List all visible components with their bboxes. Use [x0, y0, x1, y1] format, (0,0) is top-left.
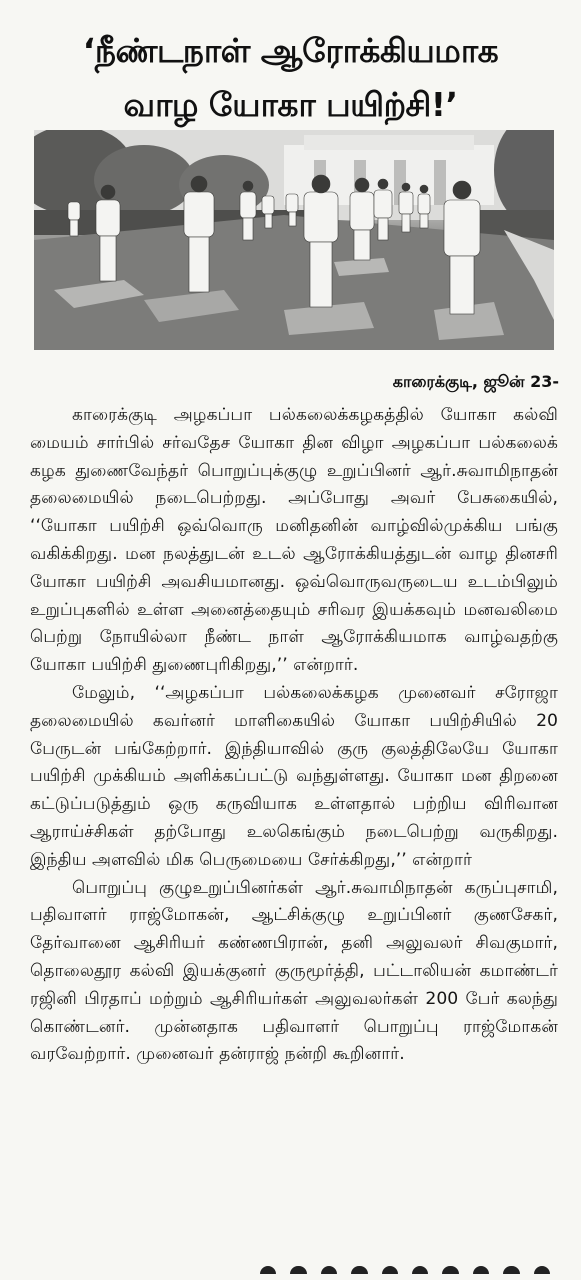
- headline: [14, 24, 567, 132]
- headline-line-2: வாழ யோகா பயிற்சி!’: [123, 85, 458, 124]
- article-paragraph: காரைக்குடி அழகப்பா பல்கலைக்கழகத்தில் யோகா கல்வி மையம் சார்பில் சர்வதேச யோகா தின விழா அழகப்பா பல்கலைக் கழக துணைவேந்தர் பொறுப்புக்குழு உறுப்பினர் ஆர்.சுவாமிநாதன் தலைமையில் நடைபெற்றது. அப்போது அவர் பேசுகையில், ‘‘யோகா பயிற்சி ஒவ்வொரு மனிதனின் வாழ்வில்முக்கிய பங்கு வகிக்கிறது. மன நலத்துடன் உடல் ஆரோக்கியத்துடன் வாழ தினசரி யோகா பயிற்சி அவசியமானது. ஒவ்வொருவருடைய உடம்பிலும் உறுப்புகளில் உள்ள அனைத்தையும் சரிவர இயக்கவும் மனவலிமை பெற்று நோயில்லா நீண்ட நாள் ஆரோக்கியமாக வாழ்வதற்கு யோகா பயிற்சி துணைபுரிகிறது,’’ என்றார்.: [30, 405, 558, 676]
- article-paragraph: பொறுப்பு குழுஉறுப்பினர்கள் ஆர்.சுவாமிநாதன் கருப்புசாமி, பதிவாளர் ராஜ்மோகன், ஆட்சிக்குழு உறுப்பினர் குணசேகர், தேர்வானை ஆசிரியர் கண்ணபிரான், தனி அலுவலர் சிவகுமார், தொலைதூர கல்வி இயக்குனர் குருமூர்த்தி, பட்டாலியன் கமாண்டர் ரஜினி பிரதாப் மற்றும் ஆசிரியர்கள் அலுவலர்கள் 200 பேர் கலந்து கொண்டனர். முன்னதாக பதிவாளர் பொறுப்பு ராஜ்மோகன் வரவேற்றார். முனைவர் தன்ராஜ் நன்றி கூறினார்.: [30, 877, 558, 1065]
- article-paragraph: மேலும், ‘‘அழகப்பா பல்கலைக்கழக முனைவர் சரோஜா தலைமையில் கவர்னர் மாளிகையில் யோகா பயிற்சியில் 20 பேருடன் பங்கேற்றார். இந்தியாவில் குரு குலத்திலேயே யோகா பயிற்சி முக்கியம் அளிக்கப்பட்டு வந்துள்ளது. யோகா மன திறனை கட்டுப்படுத்தும் ஒரு கருவியாக உள்ளதால் பற்றிய விரிவான ஆராய்ச்சிகள் தற்போது உலகெங்கும் நடைபெற்று வருகிறது. இந்திய அளவில் மிக பெருமையை சேர்க்கிறது,’’ என்றார்: [30, 682, 558, 870]
- dateline: காரைக்குடி, ஜூன் 23-: [392, 372, 559, 391]
- article-body: [30, 402, 558, 1069]
- headline-line-1: ‘நீண்டநாள் ஆரோக்கியமாக: [82, 31, 499, 70]
- cut-off-next-headline: [260, 1266, 550, 1280]
- yoga-group-photo: [34, 130, 554, 350]
